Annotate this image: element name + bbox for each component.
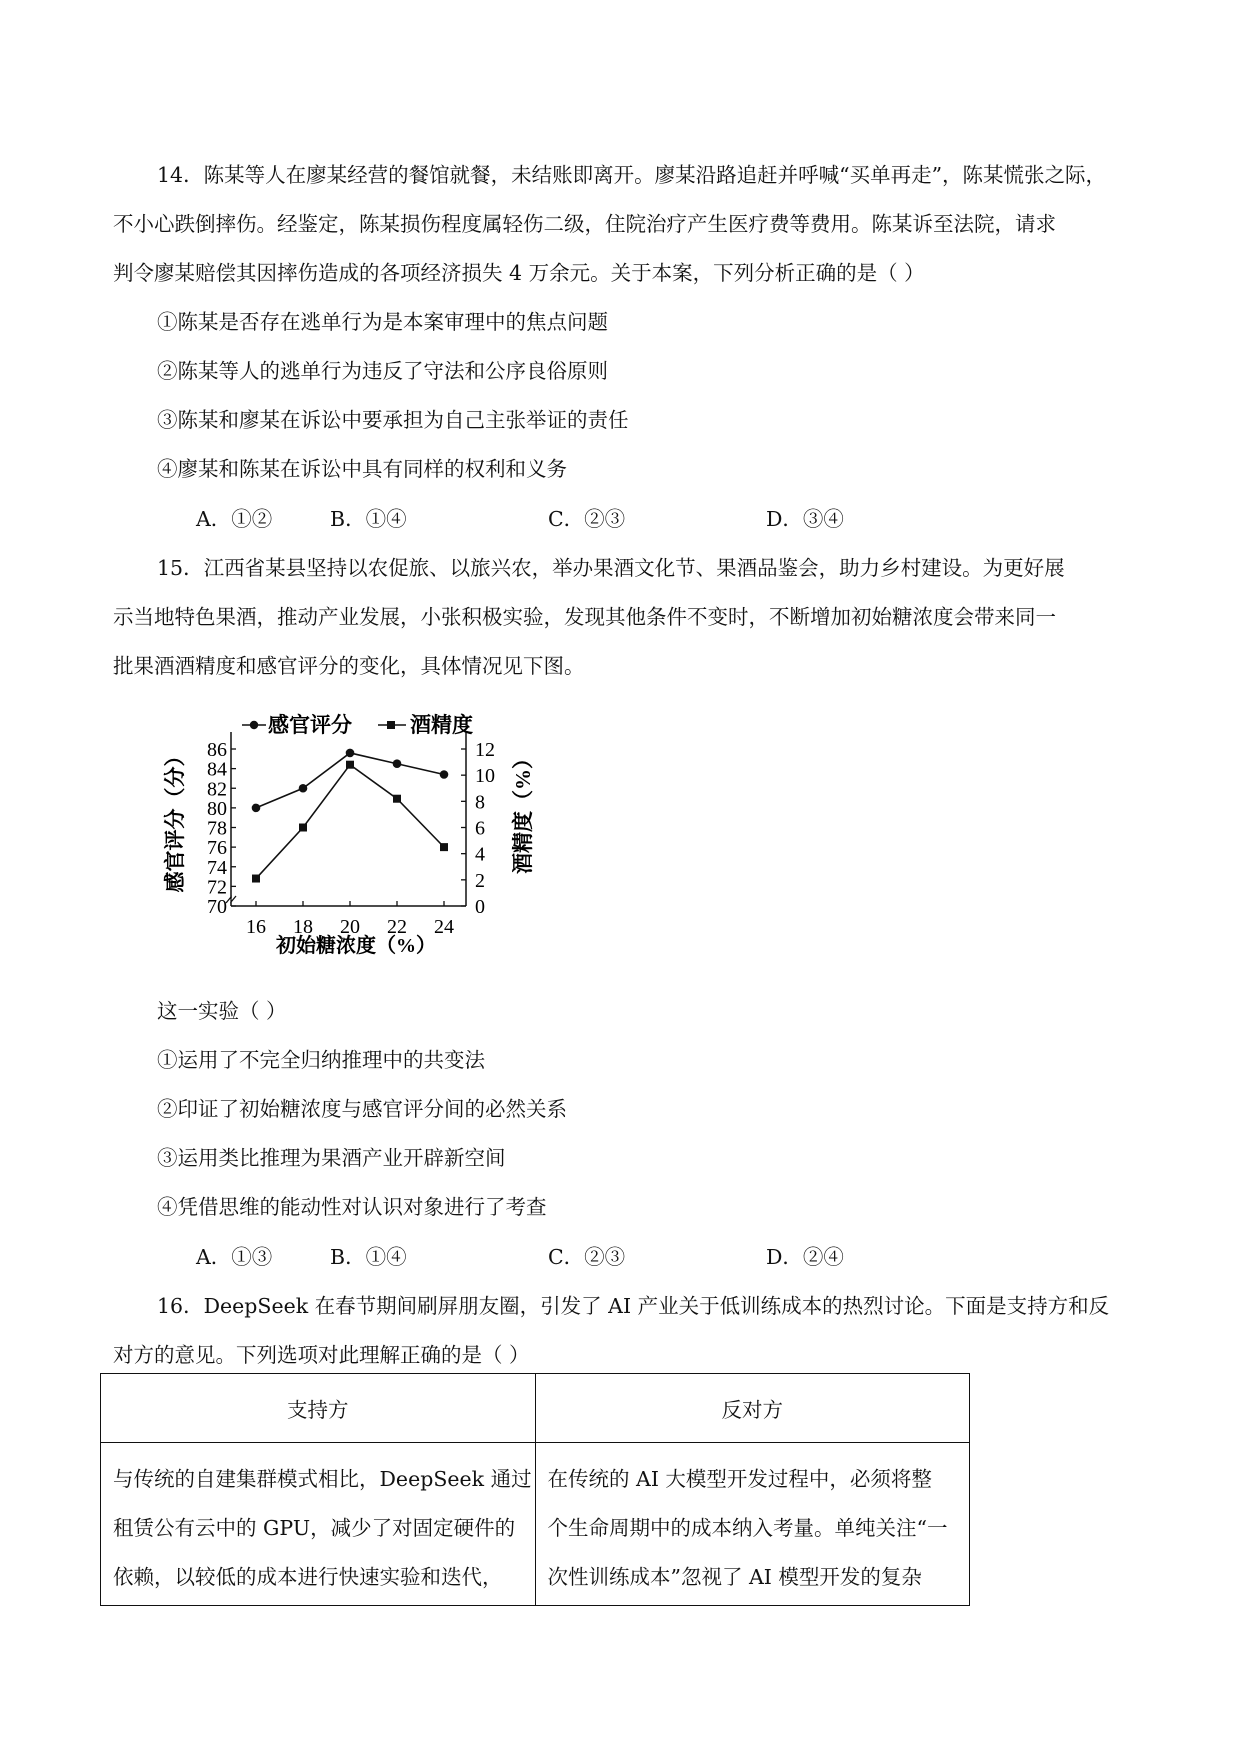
q14-answer-a[interactable]: A．①② [196, 507, 273, 531]
oppose-cell [535, 1443, 970, 1606]
legend-marker-circle [250, 721, 258, 729]
q14-option-3: ③陈某和廖某在诉讼中要承担为自己主张举证的责任 [157, 408, 629, 432]
left-tick-label: 76 [207, 837, 227, 860]
right-tick-label: 10 [475, 765, 495, 788]
oppose-text-line: 在传统的 AI 大模型开发过程中，必须将整 [547, 1467, 932, 1491]
right-axis-title: 酒精度（%） [511, 748, 535, 874]
score-point [440, 770, 449, 779]
q15-line-3: 批果酒酒精度和感官评分的变化，具体情况见下图。 [113, 654, 585, 678]
q14-answer-b[interactable]: B．①④ [330, 507, 407, 531]
q15-answer-d[interactable]: D．②④ [766, 1245, 844, 1269]
q15-line-2: 示当地特色果酒，推动产业发展，小张积极实验，发现其他条件不变时，不断增加初始糖浓度会带来同一 [113, 605, 1056, 629]
oppose-text-line: 次性训练成本”忽视了 AI 模型开发的复杂 [547, 1565, 922, 1589]
score-point [252, 804, 261, 813]
q15-option-1: ①运用了不完全归纳推理中的共变法 [157, 1048, 485, 1072]
q14-line-2: 不小心跌倒摔伤。经鉴定，陈某损伤程度属轻伤二级，住院治疗产生医疗费等费用。陈某诉至法院，请求 [113, 212, 1056, 236]
q14-option-2: ②陈某等人的逃单行为违反了守法和公序良俗原则 [157, 359, 608, 383]
score-point [393, 759, 402, 768]
q14-answer-c[interactable]: C．②③ [548, 507, 626, 531]
alcohol-point [299, 824, 307, 832]
q14-option-1: ①陈某是否存在逃单行为是本案审理中的焦点问题 [157, 310, 608, 334]
alcohol-series-line [256, 765, 444, 879]
oppose-text-line: 个生命周期中的成本纳入考量。单纯关注“一 [547, 1516, 948, 1540]
legend-marker-square [387, 721, 395, 729]
support-text-line: 租赁公有云中的 GPU，减少了对固定硬件的 [113, 1516, 516, 1540]
legend [242, 713, 473, 737]
left-tick-label: 74 [207, 856, 227, 879]
legend-label-alcohol: 酒精度 [410, 713, 473, 737]
q15-option-2: ②印证了初始糖浓度与感官评分间的必然关系 [157, 1097, 567, 1121]
table-header-row [101, 1374, 970, 1443]
legend-label-score: 感官评分 [268, 713, 352, 737]
q15-answer-c[interactable]: C．②③ [548, 1245, 626, 1269]
table-header-oppose: 反对方 [535, 1374, 970, 1443]
right-tick-label: 4 [475, 843, 485, 866]
q15-stem: 这一实验（ ） [157, 999, 287, 1023]
support-text-line: 依赖，以较低的成本进行快速实验和迭代， [113, 1565, 503, 1589]
right-tick-label: 2 [475, 869, 485, 892]
q16-line-1: 16．DeepSeek 在春节期间刷屏朋友圈，引发了 AI 产业关于低训练成本的热烈讨论。下面是支持方和反 [157, 1294, 1110, 1318]
alcohol-point [252, 875, 260, 883]
right-tick-label: 12 [475, 739, 495, 761]
left-tick-label: 86 [207, 739, 227, 761]
support-cell [101, 1443, 536, 1606]
q15-answer-b[interactable]: B．①④ [330, 1245, 407, 1269]
alcohol-point [346, 761, 354, 769]
table-row [101, 1443, 970, 1606]
left-tick-label: 70 [207, 896, 227, 918]
left-tick-label: 78 [207, 817, 227, 840]
score-point [299, 784, 308, 793]
x-tick-label: 16 [246, 916, 266, 938]
q15-answer-a[interactable]: A．①③ [196, 1245, 273, 1269]
left-axis-title: 感官评分（分） [163, 745, 187, 893]
q15-line-1: 15．江西省某县坚持以农促旅、以旅兴农，举办果酒文化节、果酒品鉴会，助力乡村建设。为更好展 [157, 556, 1065, 580]
alcohol-point [393, 795, 401, 803]
score-point [346, 749, 355, 758]
q14-line-1: 14．陈某等人在廖某经营的餐馆就餐，未结账即离开。廖某沿路追赶并呼喊“买单再走”，陈某慌张之际， [157, 163, 1107, 187]
axis-break-mark [226, 896, 236, 903]
q15-option-3: ③运用类比推理为果酒产业开辟新空间 [157, 1146, 506, 1170]
x-tick-label: 18 [293, 916, 313, 938]
alcohol-point [440, 843, 448, 851]
support-text-line: 与传统的自建集群模式相比，DeepSeek 通过 [113, 1467, 532, 1491]
q16-line-2: 对方的意见。下列选项对此理解正确的是（ ） [113, 1343, 530, 1367]
right-tick-label: 0 [475, 896, 485, 918]
chart [160, 700, 540, 970]
right-tick-label: 8 [475, 791, 485, 814]
left-tick-label: 80 [207, 797, 227, 820]
x-axis-title: 初始糖浓度（%） [276, 935, 436, 957]
opinion-table [100, 1373, 970, 1606]
x-tick-label: 24 [434, 916, 454, 938]
table-header-support: 支持方 [101, 1374, 536, 1443]
x-tick-label: 22 [387, 916, 407, 938]
x-tick-label: 20 [340, 916, 360, 938]
q14-option-4: ④廖某和陈某在诉讼中具有同样的权利和义务 [157, 457, 567, 481]
q14-answer-d[interactable]: D．③④ [766, 507, 844, 531]
q15-option-4: ④凭借思维的能动性对认识对象进行了考查 [157, 1195, 547, 1219]
q14-line-3: 判令廖某赔偿其因摔伤造成的各项经济损失 4 万余元。关于本案，下列分析正确的是（ ） [113, 261, 925, 285]
left-tick-label: 82 [207, 778, 227, 801]
left-tick-label: 84 [207, 758, 227, 781]
left-tick-label: 72 [207, 876, 227, 899]
right-tick-label: 6 [475, 817, 485, 840]
